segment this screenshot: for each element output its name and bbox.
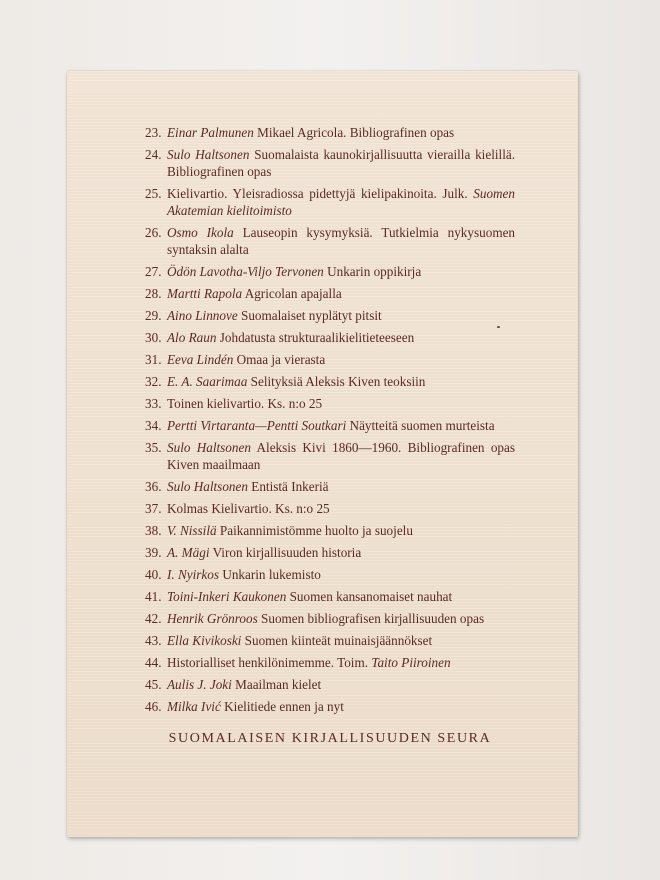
entry-text	[167, 124, 515, 141]
series-entry	[145, 566, 515, 583]
series-entry	[145, 676, 515, 693]
entry-text	[167, 522, 515, 539]
entry-author: Sulo Haltsonen	[167, 440, 251, 455]
series-entry	[145, 224, 515, 258]
series-entry	[145, 698, 515, 715]
entry-author: E. A. Saarimaa	[167, 374, 248, 389]
publisher-name: SUOMALAISEN KIRJALLISUUDEN SEURA	[168, 731, 492, 746]
entry-number: 27.	[145, 264, 162, 279]
entry-number: 24.	[145, 147, 162, 162]
entry-title: Unkarin lukemisto	[222, 567, 321, 582]
entry-number: 39.	[145, 545, 162, 560]
entry-title: Agricolan apajalla	[244, 286, 342, 301]
entry-text	[167, 351, 515, 368]
series-entry	[145, 329, 515, 346]
entry-author: Toini-Inkeri Kaukonen	[167, 589, 287, 604]
series-entry	[145, 522, 515, 539]
series-entry	[145, 185, 515, 219]
entry-title: Maailman kielet	[235, 677, 322, 692]
entry-text	[167, 632, 515, 649]
entry-text	[167, 566, 515, 583]
series-entry	[145, 285, 515, 302]
entry-number: 37.	[145, 501, 162, 516]
entry-title: Selityksiä Aleksis Kiven teoksiin	[250, 374, 426, 389]
entry-text	[167, 373, 515, 390]
entry-number: 42.	[145, 611, 162, 626]
entry-text	[167, 439, 515, 473]
entry-author: Milka Ivić	[167, 699, 221, 714]
entry-number: 44.	[145, 655, 162, 670]
entry-title: Suomen bibliografisen kirjallisuuden opas	[261, 611, 485, 626]
entry-author: A. Mägi	[167, 545, 210, 560]
entry-title: Mikael Agricola. Bibliografinen opas	[257, 125, 455, 140]
entry-number: 46.	[145, 699, 162, 714]
entry-number: 31.	[145, 352, 162, 367]
series-entry	[145, 632, 515, 649]
entry-title: Viron kirjallisuuden historia	[212, 545, 362, 560]
entry-number: 34.	[145, 418, 162, 433]
series-entry	[145, 500, 515, 517]
series-entry	[145, 351, 515, 368]
entry-text	[167, 654, 515, 671]
entry-number: 33.	[145, 396, 162, 411]
entry-title: Kielitiede ennen ja nyt	[224, 699, 344, 714]
entry-author: I. Nyirkos	[167, 567, 220, 582]
entry-author: Eeva Lindén	[167, 352, 234, 367]
entry-text	[167, 698, 515, 715]
entry-text	[167, 307, 515, 324]
entry-author: Sulo Haltsonen	[167, 479, 248, 494]
series-entry	[145, 124, 515, 141]
entry-text	[167, 224, 515, 258]
entry-title: Toinen kielivartio. Ks. n:o 25	[167, 396, 323, 411]
entry-author: Osmo Ikola	[167, 225, 234, 240]
entry-title: Unkarin oppikirja	[327, 264, 422, 279]
entry-number: 30.	[145, 330, 162, 345]
entry-number: 25.	[145, 186, 162, 201]
entry-author: Aulis J. Joki	[167, 677, 232, 692]
entry-text	[167, 610, 515, 627]
entry-author: V. Nissilä	[167, 523, 217, 538]
series-entry	[145, 610, 515, 627]
entry-number: 28.	[145, 286, 162, 301]
entry-text	[167, 588, 515, 605]
entry-title: Kolmas Kielivartio. Ks. n:o 25	[167, 501, 330, 516]
entry-title: Johdatusta strukturaalikielitieteeseen	[219, 330, 415, 345]
series-entry	[145, 307, 515, 324]
entry-text	[167, 263, 515, 280]
series-entry	[145, 588, 515, 605]
entry-author: Sulo Haltsonen	[167, 147, 250, 162]
series-entry	[145, 478, 515, 495]
entry-author: Ödön Lavotha-Viljo Tervonen	[167, 264, 324, 279]
entry-text	[167, 395, 515, 412]
entry-author: Einar Palmunen	[167, 125, 254, 140]
entry-text	[167, 417, 515, 434]
entry-text	[167, 478, 515, 495]
entry-number: 23.	[145, 125, 162, 140]
series-entry	[145, 544, 515, 561]
entry-title: Suomalaista kaunokirjallisuutta vierailla kielillä. Bibliografinen opas	[167, 147, 516, 179]
entry-title: Historialliset henkilönimemme. Toim.	[167, 655, 369, 670]
entry-title: Näytteitä suomen murteista	[349, 418, 495, 433]
entry-text	[167, 544, 515, 561]
entry-title: Omaa ja vierasta	[236, 352, 326, 367]
series-entry	[145, 146, 515, 180]
entry-title: Kielivartio. Yleisradiossa pidettyjä kielipakinoita. Julk.	[167, 186, 468, 201]
entry-number: 26.	[145, 225, 162, 240]
entry-editor: Suomen Akatemian kielitoimisto	[167, 186, 516, 218]
series-entry	[145, 395, 515, 412]
entry-number: 29.	[145, 308, 162, 323]
entry-number: 36.	[145, 479, 162, 494]
entry-number: 43.	[145, 633, 162, 648]
entry-author: Aino Linnove	[167, 308, 238, 323]
entry-text	[167, 329, 515, 346]
entry-number: 35.	[145, 440, 162, 455]
entry-number: 38.	[145, 523, 162, 538]
entry-text	[167, 500, 515, 517]
entry-editor: Taito Piiroinen	[371, 655, 451, 670]
entry-title: Lauseopin kysymyksiä. Tutkielmia nykysuomen syntaksin alalta	[167, 225, 516, 257]
entry-author: Pertti Virtaranta—Pentti Soutkari	[167, 418, 347, 433]
entry-title: Entistä Inkeriä	[251, 479, 329, 494]
entry-title: Aleksis Kivi 1860—1960. Bibliografinen opas Kiven maailmaan	[167, 440, 515, 472]
entry-text	[167, 146, 515, 180]
entry-number: 32.	[145, 374, 162, 389]
entry-title: Suomalaiset nyplätyt pitsit	[241, 308, 382, 323]
series-entry	[145, 439, 515, 473]
entry-author: Henrik Grönroos	[167, 611, 258, 626]
entry-number: 45.	[145, 677, 162, 692]
entry-title: Suomen kansanomaiset nauhat	[289, 589, 453, 604]
entry-number: 41.	[145, 589, 162, 604]
series-entry	[145, 373, 515, 390]
entry-author: Ella Kivikoski	[167, 633, 242, 648]
entry-author: Martti Rapola	[167, 286, 243, 301]
entry-title: Suomen kiinteät muinaisjäännökset	[244, 633, 433, 648]
entry-text	[167, 676, 515, 693]
series-entry	[145, 654, 515, 671]
entry-number: 40.	[145, 567, 162, 582]
entry-text	[167, 285, 515, 302]
entry-author: Alo Raun	[167, 330, 217, 345]
series-entry	[145, 263, 515, 280]
entry-title: Paikannimistömme huolto ja suojelu	[219, 523, 413, 538]
entry-text	[167, 185, 515, 219]
series-entry	[145, 417, 515, 434]
series-list	[145, 124, 515, 720]
